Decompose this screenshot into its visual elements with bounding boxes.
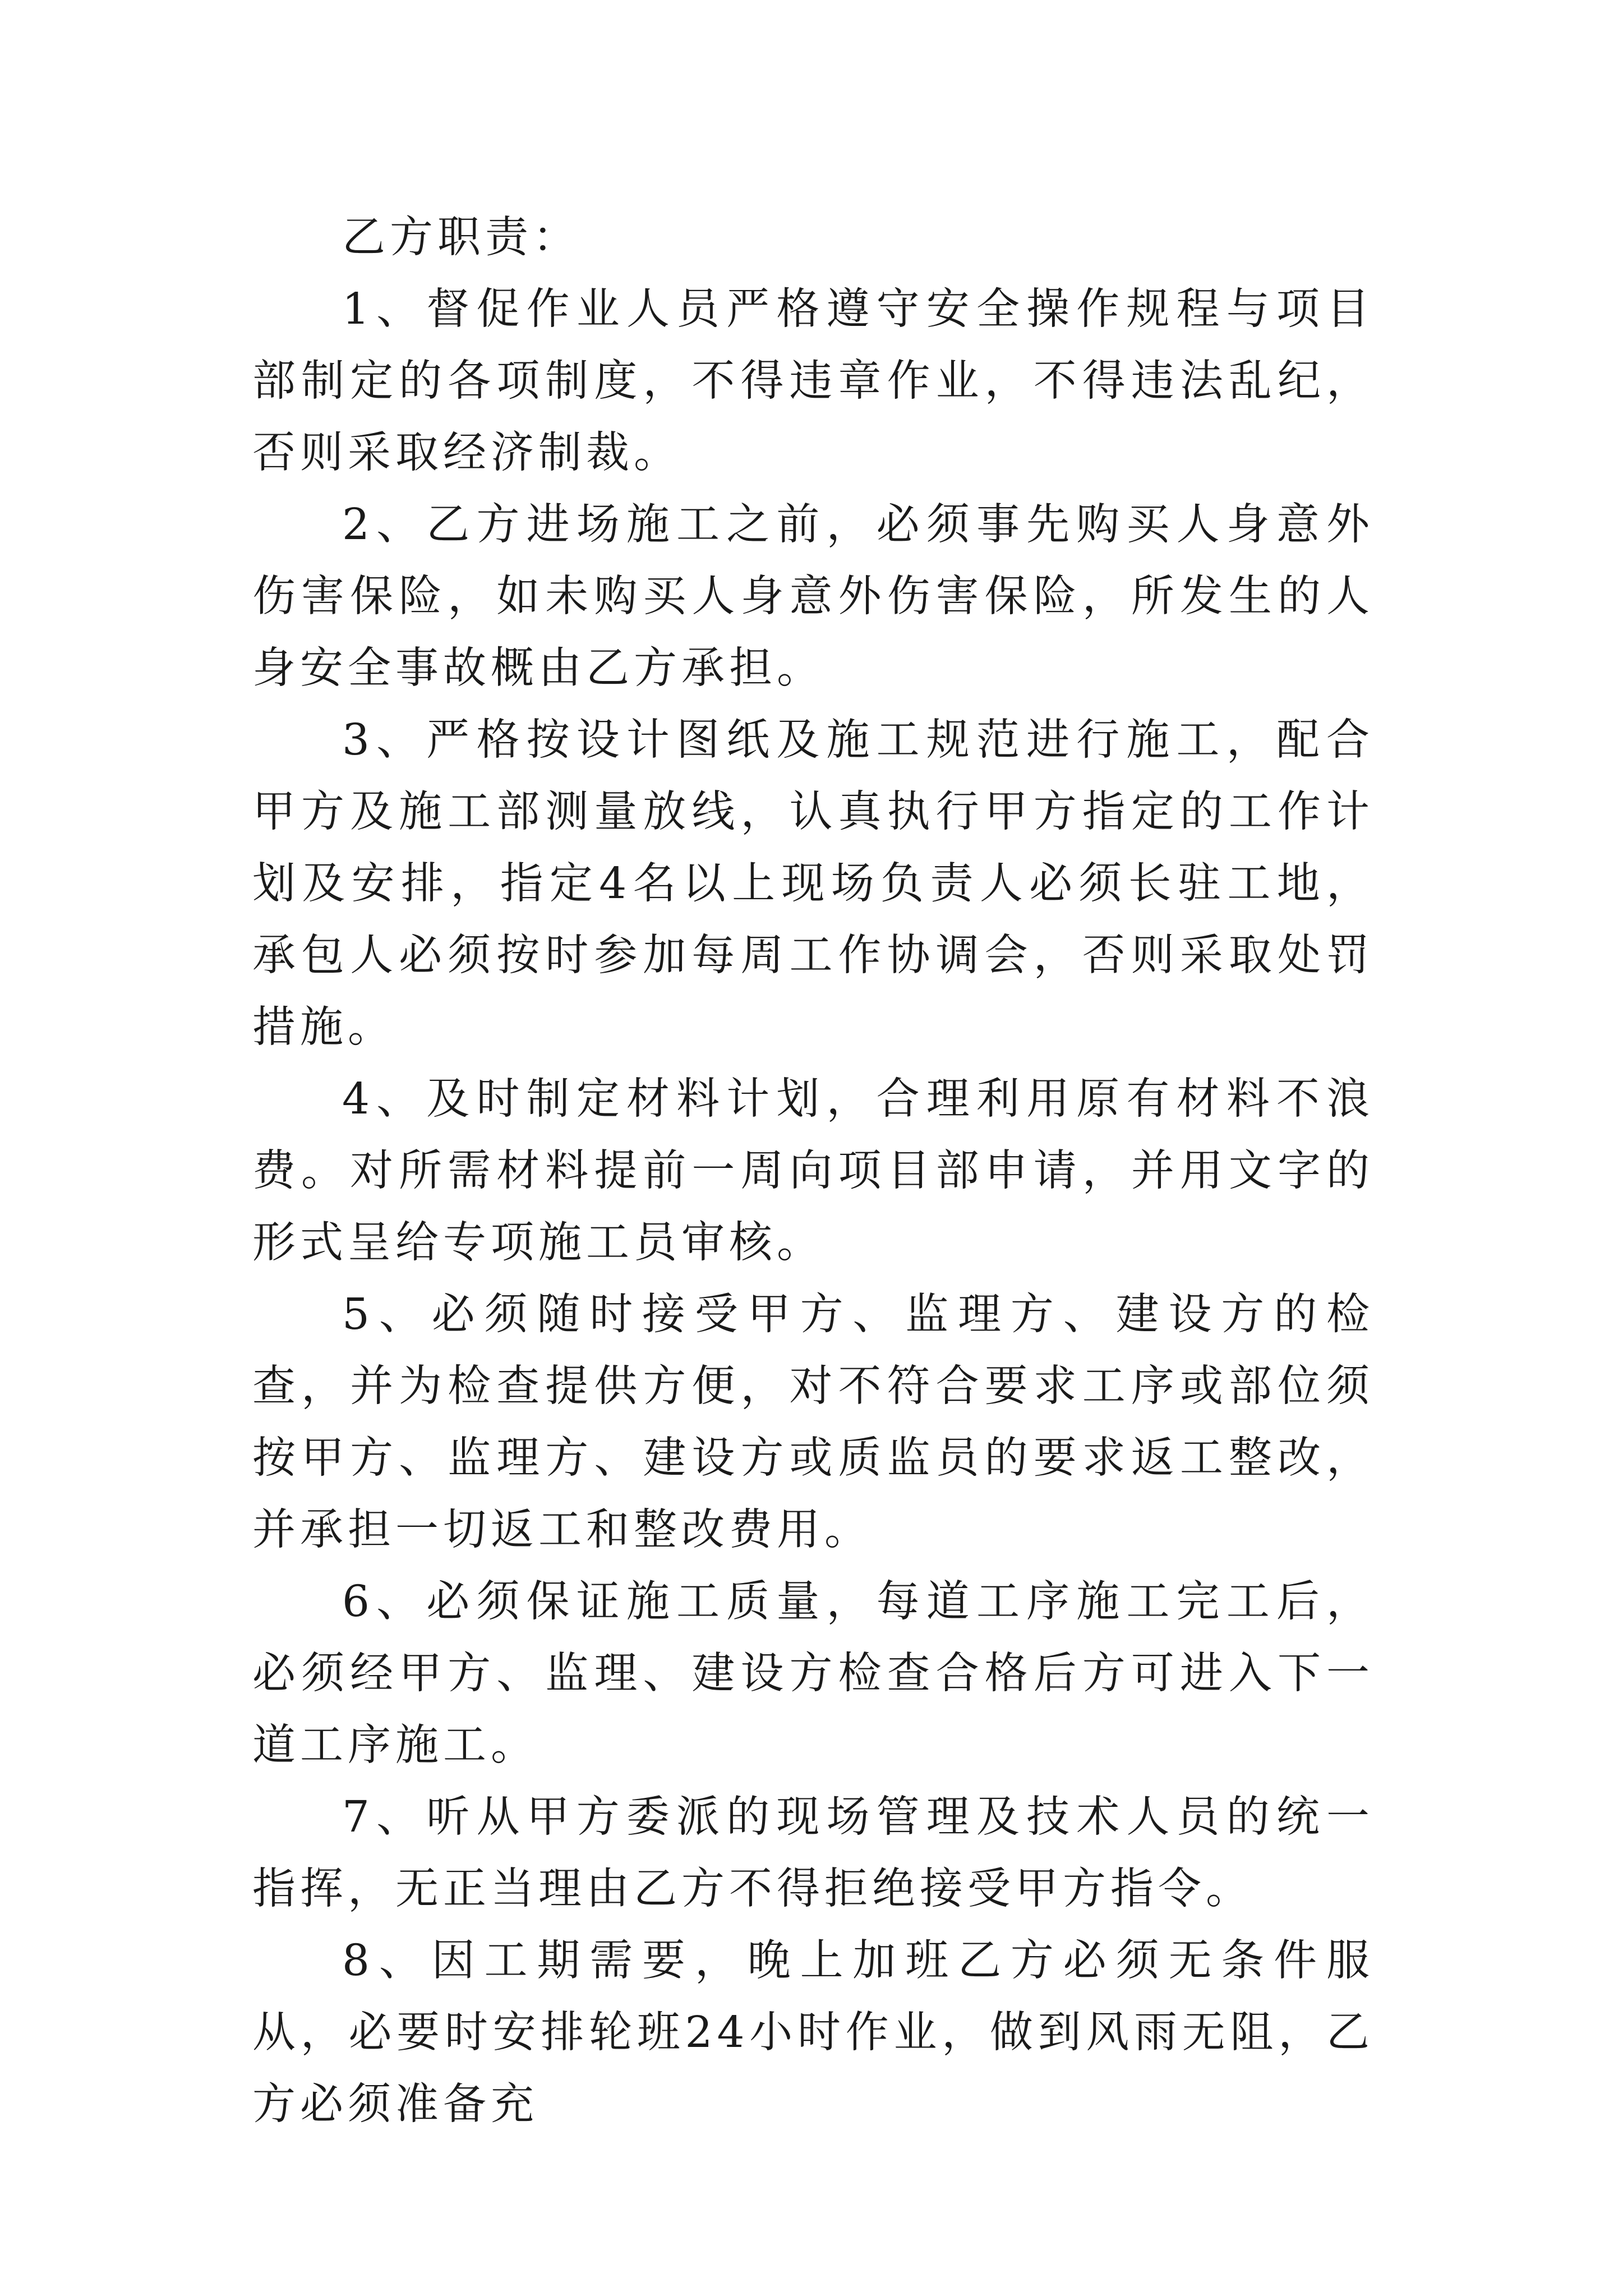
clause-8: 8、因工期需要，晚上加班乙方必须无条件服从，必要时安排轮班24小时作业，做到风雨无阻，乙方必须准备充 xyxy=(252,1936,1374,2129)
section-heading: 乙方职责： xyxy=(342,213,580,263)
clause-1: 1、督促作业人员严格遵守安全操作规程与项目部制定的各项制度，不得违章作业，不得违法乱纪，否则采取经济制裁。 xyxy=(252,284,1374,478)
clause-5: 5、必须随时接受甲方、监理方、建设方的检查，并为检查提供方便，对不符合要求工序或部位须按甲方、监理方、建设方或质监员的要求返工整改，并承担一切返工和整改费用。 xyxy=(252,1290,1374,1555)
clause-7: 7、听从甲方委派的现场管理及技术人员的统一指挥，无正当理由乙方不得拒绝接受甲方指令。 xyxy=(252,1792,1374,1914)
clause-6: 6、必须保证施工质量，每道工序施工完工后，必须经甲方、监理、建设方检查合格后方可进入下一道工序施工。 xyxy=(252,1577,1374,1770)
clause-2: 2、乙方进场施工之前，必须事先购买人身意外伤害保险，如未购买人身意外伤害保险，所发生的人身安全事故概由乙方承担。 xyxy=(252,500,1374,693)
clause-3: 3、严格按设计图纸及施工规范进行施工，配合甲方及施工部测量放线，认真执行甲方指定的工作计划及安排，指定4名以上现场负责人必须长驻工地，承包人必须按时参加每周工作协调会，否则采取处罚措施。 xyxy=(252,715,1374,1052)
document-body xyxy=(252,202,1374,2141)
clause-4: 4、及时制定材料计划，合理利用原有材料不浪费。对所需材料提前一周向项目部申请，并用文字的形式呈给专项施工员审核。 xyxy=(252,1074,1374,1268)
